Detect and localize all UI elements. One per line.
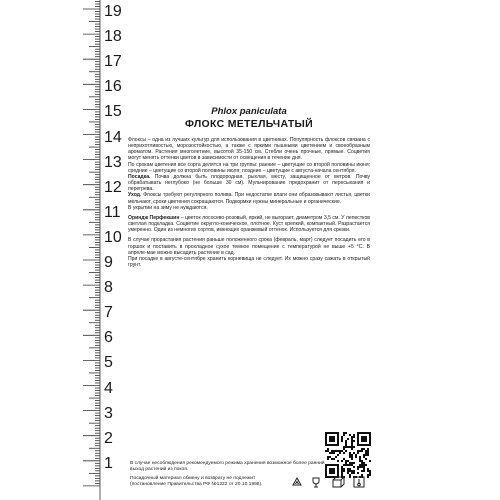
ruler-label: 15	[104, 103, 122, 121]
packaging-icons	[291, 476, 371, 488]
ruler-label: 16	[104, 78, 122, 96]
product-title: ФЛОКС МЕТЕЛЬЧАТЫЙ	[185, 118, 313, 130]
ruler-label: 7	[104, 304, 113, 322]
regulation-note: (постановление Правительства РФ №1222 от 20.10.1998).	[130, 482, 263, 487]
fragile-icon	[313, 478, 319, 487]
ruler-label: 13	[104, 153, 122, 171]
paragraph-winter: В укрытии на зиму не нуждаются.	[128, 204, 208, 211]
qr-code	[325, 432, 371, 478]
ruler	[0, 0, 130, 500]
ruler-label: 5	[104, 354, 113, 372]
recycle-icon	[293, 478, 301, 485]
latin-name: Phlox paniculata	[211, 106, 287, 117]
box-icon	[333, 477, 344, 487]
paragraph-care: Уход. Флоксы требуют регулярного полива. При недостатке влаги они образовывают листья, цветки мельчают, сроки цветения сокращаются. Подкормки нужны минеральные и органические.	[128, 192, 370, 205]
paragraph-planting: Посадка. Почва должна быть плодородная, рыхлая, месту, защищенное от ветров. Почву обрабатывать неглубоко (не больше 30 см). Мульчирование предохранит от пересыхания и перегрева.	[128, 173, 370, 193]
ruler-label: 2	[104, 429, 113, 447]
ruler-label: 14	[104, 128, 122, 146]
paragraph-variety: Ориндж Перфекшин – цветок лососево-розовый, яркий, не выгорает, диаметром 3,5 см. У лепестков светлая подкладка. Соцветие округло-коническое, плотное. Куст крепкий, компактный. Разрастается умеренно. Один из немногих сортов, имеющих оранжевый оттенок. Используется для срезки.	[128, 214, 371, 234]
paragraph-early-sprouting: В случае прорастания растения раньше положенного срока (февраль, март) следует посадить его в горшок и поставить в прохладное сухое темное помещение с температурой не выше +5 °С. В апреле-мае можно высадить растение в сад.	[128, 237, 370, 256]
ruler-label: 1	[104, 454, 113, 472]
ruler-label: 8	[104, 279, 113, 297]
ruler-label: 3	[104, 404, 113, 422]
paragraph-autumn-planting: При посадке в августе-сентябре хранить корневища не следует. Их можно сразу сажать в открытый грунт.	[128, 255, 370, 268]
ruler-label: 6	[104, 329, 113, 347]
paragraph-intro: Флоксы – одна из лучших культур для использования в цветниках. Популярность флоксов связана с неприхотливостью, морозостойкостью, а также с яркими пышными цветением и своеобразным ароматом. Растения многолетние, высотой 35-150 см. Стебли очень прочные, прямые. Соцветия могут менять оттенки цветов в зависимости от освещения в течение дня.	[128, 137, 370, 162]
ruler-label: 18	[104, 28, 122, 46]
ruler-label: 17	[104, 53, 122, 71]
ruler-label: 11	[104, 203, 121, 221]
temperature-icon	[354, 477, 364, 487]
ruler-label: 9	[104, 254, 113, 271]
description-body	[128, 137, 370, 268]
ruler-label: 19	[104, 3, 122, 20]
ruler-label: 10	[104, 228, 122, 246]
storage-warning: В случае несоблюдения рекомендуемого режима хранения возможное более ранний выход растений из покоя.	[130, 461, 325, 472]
packet-text	[128, 98, 370, 268]
no-return-note: Посадочный материал обмену и возврату не подлежит	[130, 476, 256, 481]
paragraph-flowering-groups: По срокам цветения все сорта делятся на три группы: ранние – цветущие со второй половины июня; средние – цветущие со второй половины июля; поздние – цветущие с августа-начала сентября.	[128, 161, 370, 174]
ruler-label: 12	[104, 178, 122, 196]
ruler-label: 4	[104, 379, 113, 397]
